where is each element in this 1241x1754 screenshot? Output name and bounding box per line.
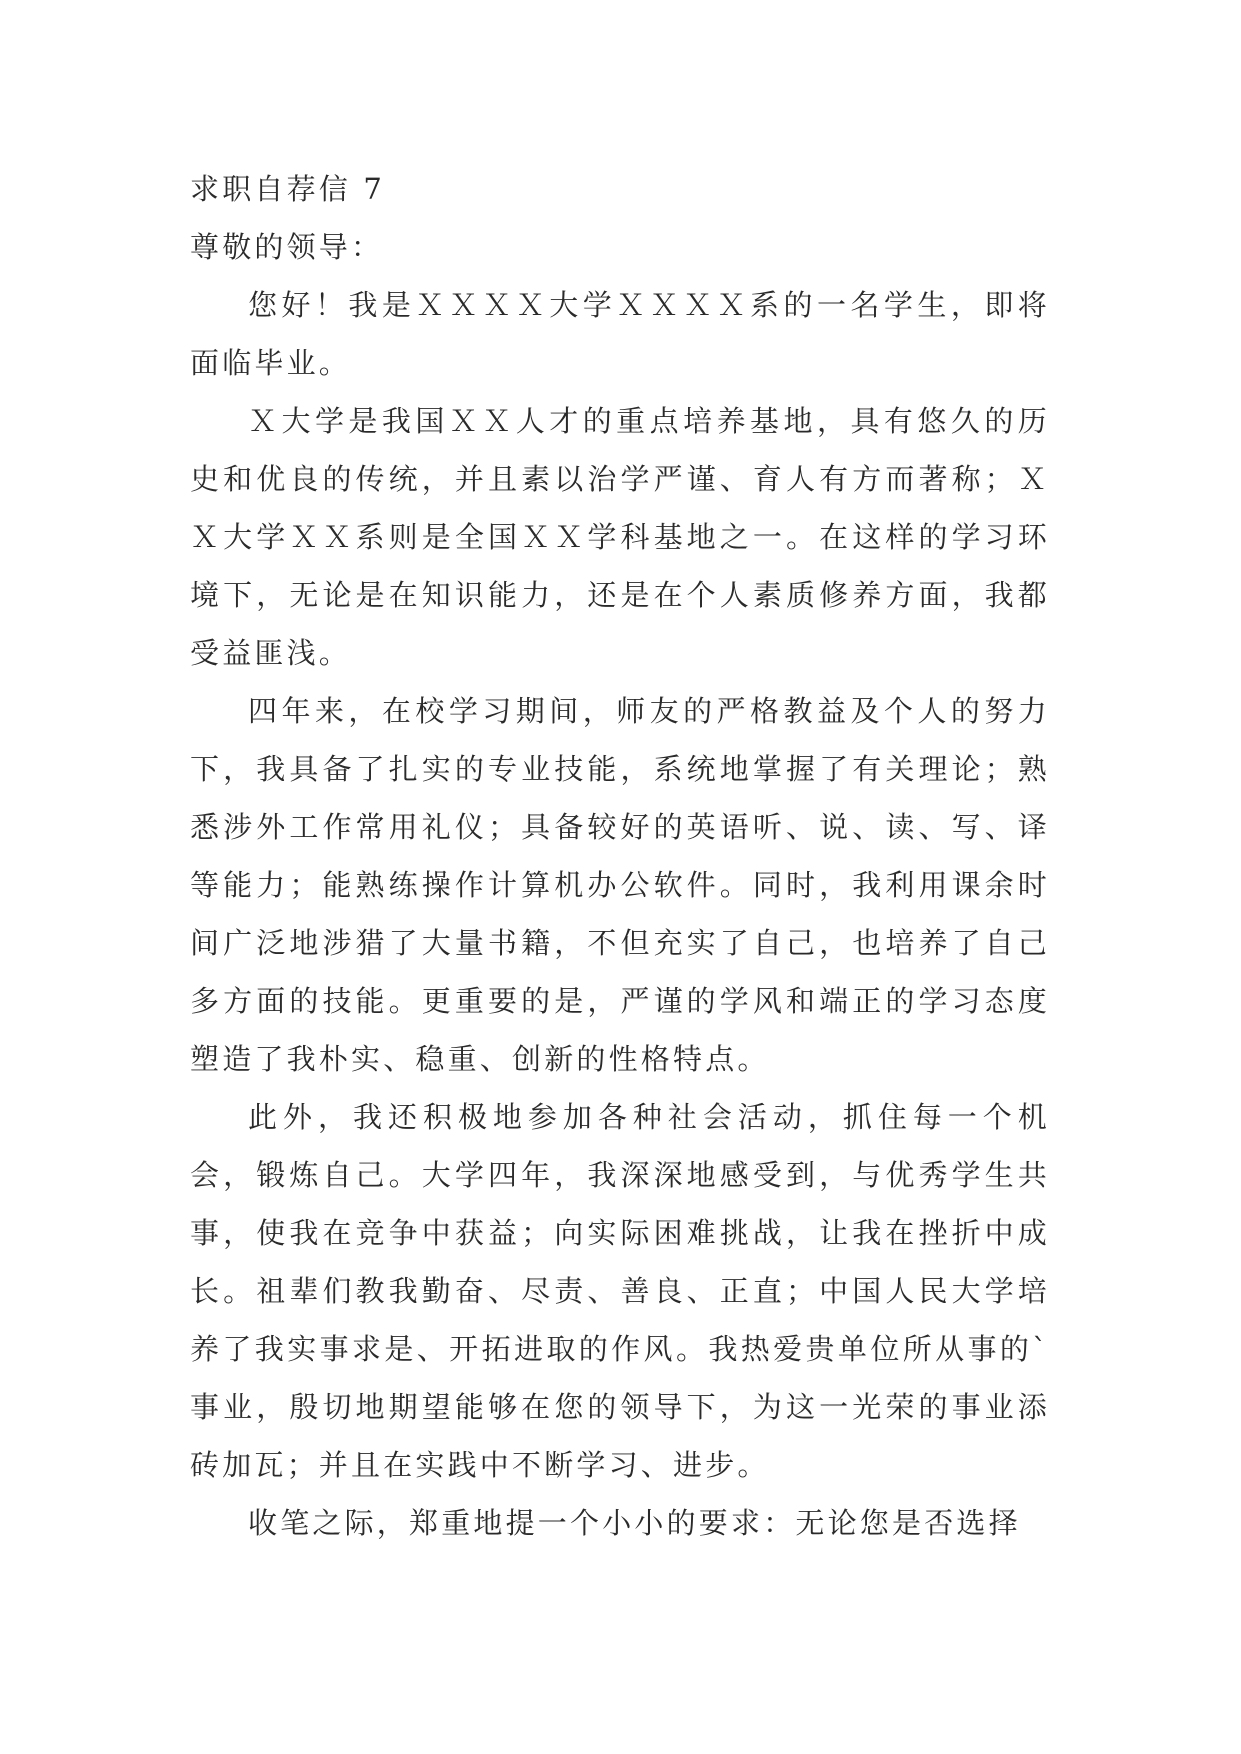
salutation: 尊敬的领导： (190, 230, 384, 264)
paragraph-closing: 收笔之际，郑重地提一个小小的要求：无论您是否选择 (248, 1506, 1021, 1540)
letter-body (190, 160, 1050, 1552)
paragraph-activities: 此外，我还积极地参加各种社会活动，抓住每一个机会，锻炼自己。大学四年，我深深地感受到，与优秀学生共事，使我在竞争中获益；向实际困难挑战，让我在挫折中成长。祖辈们教我勤奋、尽责、善良、正直；中国人民大学培养了我实事求是、开拓进取的作风。我热爱贵单位所从事的`事业，殷切地期望能够在您的领导下，为这一光荣的事业添砖加瓦；并且在实践中不断学习、进步。 (190, 1100, 1050, 1482)
paragraph-university: Ｘ大学是我国ＸＸ人才的重点培养基地，具有悠久的历史和优良的传统，并且素以治学严谨、育人有方而著称；ＸＸ大学ＸＸ系则是全国ＸＸ学科基地之一。在这样的学习环境下，无论是在知识能力，还是在个人素质修养方面，我都受益匪浅。 (190, 404, 1050, 670)
document-title: 求职自荐信 7 (190, 172, 386, 206)
paragraph-study: 四年来，在校学习期间，师友的严格教益及个人的努力下，我具备了扎实的专业技能，系统地掌握了有关理论；熟悉涉外工作常用礼仪；具备较好的英语听、说、读、写、译等能力；能熟练操作计算机办公软件。同时，我利用课余时间广泛地涉猎了大量书籍，不但充实了自己，也培养了自己多方面的技能。更重要的是，严谨的学风和端正的学习态度塑造了我朴实、稳重、创新的性格特点。 (190, 694, 1050, 1076)
paragraph-greeting: 您好！我是ＸＸＸＸ大学ＸＸＸＸ系的一名学生，即将面临毕业。 (190, 288, 1050, 380)
